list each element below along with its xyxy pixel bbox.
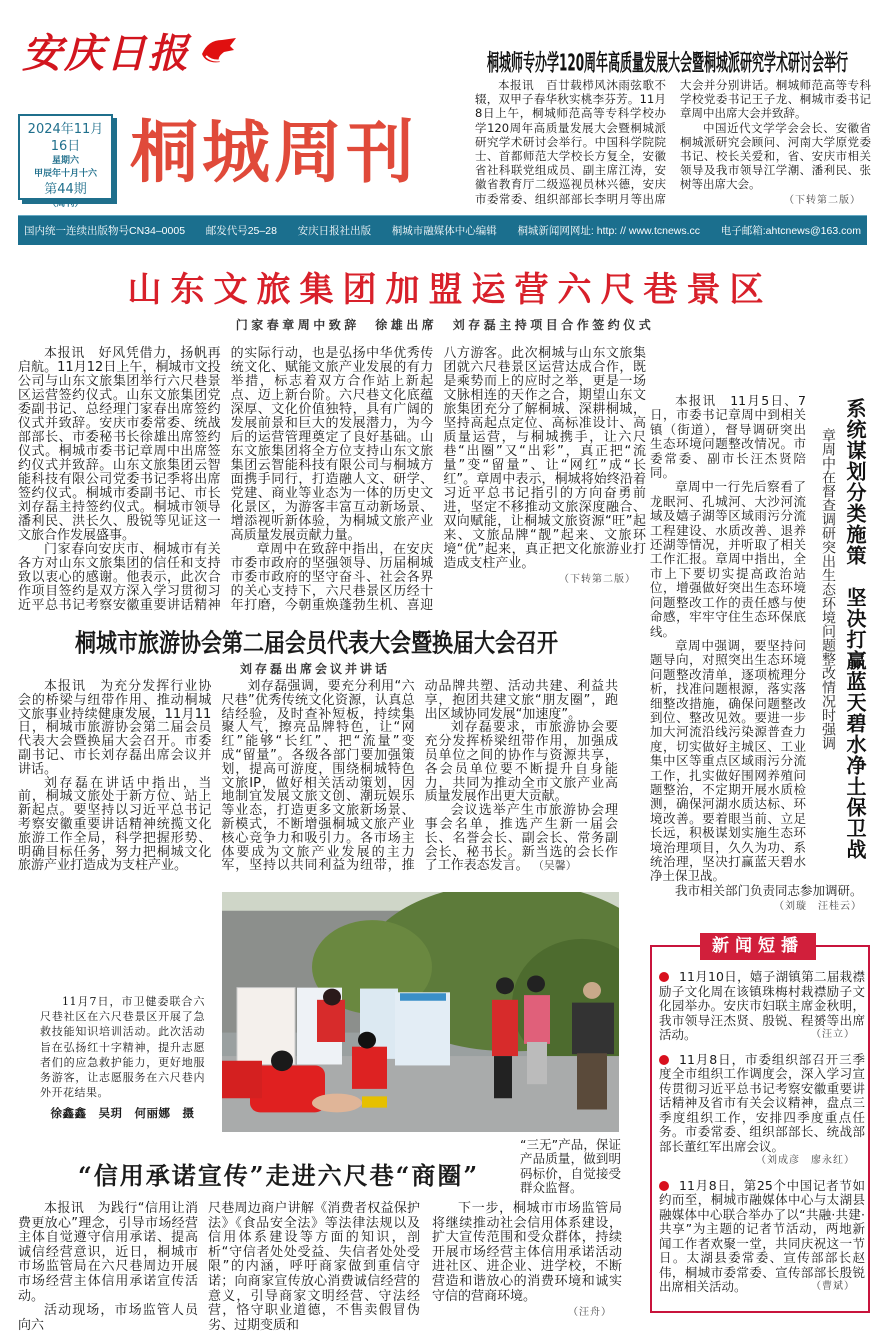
news-brief-title: 新闻短播 bbox=[700, 933, 816, 960]
paragraph: 本报讯 为充分发挥行业协会的桥梁与纽带作用、推动桐城文旅事业持续健康发展，11月11日，桐城市旅游协会第二届会员代表大会暨换届大会召开。市委副书记、市长刘存磊出席会议并讲话。 bbox=[18, 679, 212, 777]
news-brief-item[interactable] bbox=[659, 1179, 865, 1295]
credit-story-col2 bbox=[208, 1202, 420, 1333]
paragraph: 刘存磊在讲话中指出，当前，桐城文旅处于新方位、站上新起点。要坚持以习近平总书记考察安徽重要讲话精神统揽文化旅游工作全局，科学把握形势、明确目标任务，努力把桐城文化旅游产业打造成为支柱产业。 bbox=[18, 775, 212, 874]
info-website[interactable]: 桐城新闻网网址: http: // www.tcnews.cc bbox=[517, 225, 701, 237]
news-text: 11月8日，第25个中国记者节如约而至，桐城市融媒体中心与太湖县融媒体中心联合举办了以“共融·共建·共享”为主题的记者节活动，两地新闻工作者欢聚一堂，共同庆祝这一节日。太湖县委常委、宣传部部长赵伟，桐城市委常委、宣传部部长殷锐出席相关活动。 bbox=[659, 1178, 865, 1294]
main-story-headline[interactable]: 山东文旅集团加盟运营六尺巷景区 bbox=[127, 270, 773, 310]
credit-story-col1 bbox=[18, 1202, 198, 1333]
byline: （刘成彦 廖永红） bbox=[756, 1155, 855, 1166]
paragraph: 章周中一行先后察看了龙眠河、孔城河、大沙河流域及嬉子湖等区域雨污分流工程建设、水质改善、退养还湖等情况，并听取了相关工作汇报。章周中指出，全市上下要切实提高政治站位，增强做好突出生态环境问题整改工作的责任感与使命感，牢牢守住生态环保底线。 bbox=[650, 479, 806, 639]
main-story-subheadline: 门家春章周中致辞 徐雄出席 刘存磊主持项目合作签约仪式 bbox=[235, 318, 655, 332]
continued-note: （下转第二版） bbox=[558, 574, 636, 585]
paragraph: 刘存磊要求，市旅游协会要充分发挥桥梁纽带作用，加强成员单位之间的协作与资源共享，各会员单位要不断提升自身能力，共同为推动全市文旅产业高质量发展作出更大贡献。 bbox=[424, 720, 618, 805]
info-postal-code: 邮发代号25–28 bbox=[205, 225, 277, 237]
caption-text: 11月7日，市卫健委联合六尺巷社区在六尺巷景区开展了急救技能知识培训活动。此次活动旨在弘扬红十字精神，提升志愿者们的应急救护能力，更好地服务游客，让志愿服务在六尺巷内外开花结果。 bbox=[40, 995, 205, 1100]
info-cn-number: 国内统一连续出版物号CN34–0005 bbox=[24, 225, 186, 237]
credit-story-inset bbox=[520, 1138, 621, 1196]
news-brief-item[interactable] bbox=[659, 970, 865, 1043]
paragraph-text: 会议选举产生市旅游协会理事会名单，推选产生新一届会长、名誉会长、副会长、常务副会长、秘书长。新当选的会长作了工作表态发言。 bbox=[424, 803, 618, 874]
issue-number: 第44期 bbox=[44, 182, 87, 197]
paragraph: 本报讯 为践行“信用让消费更放心”理念，引导市场经营主体自觉遵守信用承诺、提高诚信经营意识，近日，桐城市市场监管局在六尺巷周边开展市场经营主体信用承诺宣传活动。 bbox=[18, 1201, 198, 1304]
top-story-body bbox=[475, 78, 871, 208]
info-publisher: 安庆日报社出版 bbox=[297, 225, 372, 237]
issue-date: 2024年11月16日 bbox=[27, 122, 104, 154]
paragraph: 章周中在致辞中指出，在安庆市委市政府的坚强领导、历届桐城市委市政府的坚守奋斗、社会各界的关心支持下，六尺巷景区历经十年打磨，今朝重焕蓬勃生机、喜迎八方游客。此次桐城与山东文旅集团就六尺巷景区运营达成合作，既是乘势而上的应时之举，更是一场文脉相连的天作之合，期望山东文旅集团充分了解桐城、深耕桐城，坚持高起点定位、高标准设计、高质量运营，与桐城携手，让六尺巷“出圈”又“出彩”，真正把“流量”变“留量”、让“网红”成“长红”。章周中表示，桐城将始终沿着习近平总书记指引的方向奋勇前进，坚定不移推动文旅深度融合、双向赋能，让桐城文旅资源“旺”起来、文旅品牌“靓”起来、文旅环境“优”起来，真正把文化旅游业打造成支柱产业。 bbox=[230, 346, 646, 613]
tourism-story-headline[interactable]: 桐城市旅游协会第二届会员代表大会暨换届大会召开 bbox=[75, 627, 558, 658]
byline: （曹斌） bbox=[811, 1281, 855, 1292]
weekday: 星期六 bbox=[51, 156, 79, 166]
masthead-title: 桐城周刊 bbox=[130, 113, 419, 193]
tourism-story-subheadline: 刘存磊出席会议并讲话 bbox=[240, 662, 391, 676]
credit-story-col3 bbox=[432, 1202, 622, 1321]
byline: （汪舟） bbox=[568, 1307, 612, 1319]
news-brief-item[interactable] bbox=[659, 1053, 865, 1169]
paragraph: 本报讯 百廿载栉风沐雨弦歌不辍，双甲子春华秋实桃李芬芳。11月8日上午，桐城师范高等专科学校办学120周年高质量发展大会暨桐城派研究学术研讨会举行。中国科学院院士、首都师范大学校长方复全，安徽省社科联党组成员、副主席江涛，安徽省教育厅二级巡视员林兴德，安庆市委常委、组织部部长李明月等出席大会并分别讲话。桐城师范高等专科学校党委书记王子龙、桐城市委书记章周中出席大会并致辞。 bbox=[475, 78, 871, 206]
bullet-dot-icon bbox=[659, 972, 669, 982]
logo-text: 安庆日报 bbox=[22, 31, 190, 76]
byline: （吴馨） bbox=[532, 859, 577, 873]
paragraph: 中国近代文学学会会长、安徽省桐城派研究会顾问、河南大学原党委书记、校长关爱和，省、安庆市相关领导及我市领导江学潮、潘利民、张树等出席大会。 bbox=[680, 120, 871, 192]
edition-type: （周刊） bbox=[47, 199, 84, 209]
paragraph: 下一步，桐城市市场监管局将继续推动社会信用体系建设，扩大宣传范围和受众群体，持续开展市场经营主体信用承诺活动进社区、进企业、进学校，不断营造和谐放心的消费环境和诚实守信的营商环境。 bbox=[432, 1201, 622, 1304]
info-email[interactable]: 电子邮箱:ahtcnews@163.com bbox=[720, 225, 861, 237]
env-story-headline[interactable]: 系统谋划分类施策 坚决打赢蓝天碧水净土保卫战 bbox=[843, 398, 867, 860]
credit-story-headline[interactable]: “信用承诺宣传”走进六尺巷“商圈” bbox=[78, 1161, 480, 1190]
news-text: 11月8日，市委组织部召开三季度全市组织工作调度会，深入学习宣传贯彻习近平总书记考察安徽重要讲话精神及省市有关会议精神，盘点三季度组织工作，安排四季度重点任务。市委常委、组织部部长、统战部部长董红军出席会议。 bbox=[659, 1052, 865, 1154]
first-aid-training-photo[interactable] bbox=[222, 892, 619, 1132]
photo-credit: 徐鑫鑫 吴玥 何丽娜 摄 bbox=[50, 1106, 195, 1121]
paragraph: 本报讯 11月5日、7日，市委书记章周中到相关镇（街道），督导调研突出生态环境问题整改情况。市委常委、副市长汪杰贤陪同。 bbox=[650, 393, 806, 481]
env-headline-block bbox=[810, 398, 872, 860]
date-box bbox=[18, 114, 113, 209]
env-story bbox=[650, 394, 872, 915]
red-flag-icon bbox=[198, 36, 238, 66]
news-text: 11月10日，嬉子湖镇第二届栽襟励子文化周在该镇珠梅村栽襟励子文化园举办。安庆市妇联主席金秋明，我市领导汪杰贤、殷锐、程赟等出席活动。 bbox=[659, 970, 865, 1042]
paragraph: 我市相关部门负责同志参加调研。 bbox=[675, 882, 863, 898]
paragraph bbox=[425, 804, 618, 873]
tourism-story-body bbox=[18, 680, 618, 873]
bullet-dot-icon bbox=[659, 1181, 669, 1191]
publication-info-bar bbox=[18, 215, 867, 245]
photo-image bbox=[222, 892, 619, 1132]
photo-caption bbox=[40, 994, 205, 1122]
paragraph: 活动现场，市场监管人员向六 bbox=[18, 1303, 198, 1333]
news-brief-list bbox=[659, 970, 865, 1305]
top-story-headline[interactable]: 桐城师专办学120周年高质量发展大会暨桐城派研究学术研讨会举行 bbox=[487, 49, 849, 77]
paragraph: 章周中强调，要坚持问题导向，对照突出生态环境问题整改清单，逐项梳理分析，找准问题根源，落实落细整改措施，确保问题整改到位、整改见效。要进一步加大河流沿线污染源普查力度，切实做好主城区、工业集中区等重点区域雨污分流工作，扎实做好围网养殖问题整治，不定期开展水质检测，确保河湖水质达标、环境改善。要着眼当前、立足长远，积极谋划实施生态环境治理项目，久久为功、系统治理，坚决打赢蓝天碧水净土保卫战。 bbox=[650, 637, 806, 884]
bullet-dot-icon bbox=[659, 1055, 669, 1065]
paragraph: “三无”产品，保证产品质量，做到明码标价，自觉接受群众监督。 bbox=[520, 1137, 621, 1196]
continued-note: （下转第二版） bbox=[784, 194, 861, 206]
lunar-date: 甲辰年十月十六 bbox=[33, 169, 97, 179]
paragraph: 门家春向安庆市、桐城市有关各方对山东文旅集团的信任和支持致以衷心的感谢。他表示，此次合作项目签约是双方深入学习贯彻习近平总书记考察安徽重要讲话精神的实际行动，也是弘扬中华优秀传统文化、赋能文旅产业发展的有力举措，标志着双方合作站上新起点、迈上新台阶。六尺巷文化底蕴深厚、文化价值独特，具有广阔的发展前景和巨大的发展潜力，为今后的运营管理奠定了良好基础。山东文旅集团将全方位支持山东文旅集团云智能科技有限公司与桐城方面携手同行，打造融人文、研学、党建、商业等业态为一体的历史文化景区，为游客丰富互动新场景、增添视听新体验，为桐城文旅产业高质量发展贡献力量。 bbox=[18, 346, 434, 613]
byline: （汪立） bbox=[811, 1029, 855, 1040]
paragraph: 刘存磊强调，要充分利用“六尺巷”优秀传统文化资源，认真总结经验，及时查补短板，持续集聚人气，擦亮品牌特色，让“网红”能够“长红”、把“流量”变成“留量”。各级各部门要加强策划，提高可游度，围绕桐城特色文旅IP，做好相关活动策划，因地制宜发展文旅文创、潮玩娱乐等业态，打造更多文旅新场景、新模式，不断增强桐城文旅产业核心竞争力和吸引力。各市场主体要成为文旅产业发展的主力军，坚持以共同利益为纽带，推动品牌共塑、活动共建、利益共享，抱团共建文旅“朋友圈”，跑出区域协同发展“加速度”。 bbox=[221, 679, 618, 874]
main-story-body bbox=[18, 347, 646, 613]
anqing-daily-logo bbox=[22, 22, 238, 79]
env-story-subheadline: 章周中在督查调研突出生态环境问题整改情况时强调 bbox=[820, 428, 836, 750]
byline: （刘璇 汪桂云） bbox=[774, 901, 862, 913]
paragraph: 本报讯 好风凭借力，扬帆再启航。11月12日上午，桐城市文投公司与山东文旅集团举行六尺巷景区运营签约仪式。山东文旅集团党委副书记、总经理门家春出席签约仪式并致辞。安庆市委常委、统战部部长、市委秘书长徐雄出席签约仪式。桐城市委书记章周中出席签约仪式并致辞。山东文旅集团云智能科技有限公司党委书记季将出席签约仪式。桐城市委副书记、市长刘存磊主持签约仪式。桐城市领导潘利民、洪长久、殷锐等见证这一文旅合作发展盛事。 bbox=[18, 346, 221, 543]
paragraph: 尺巷周边商户讲解《消费者权益保护法》《食品安全法》等法律法规以及信用体系建设等方面的知识，剖析“守信者处处受益、失信者处处受限”的内涵，呼吁商家做到重信守诺；向商家宣传放心消费诚信经营的意义，引导商家文明经营、守法经营，恪守职业道德，不售卖假冒伪劣、过期变质和 bbox=[208, 1201, 420, 1333]
info-editor: 桐城市融媒体中心编辑 bbox=[391, 225, 497, 237]
